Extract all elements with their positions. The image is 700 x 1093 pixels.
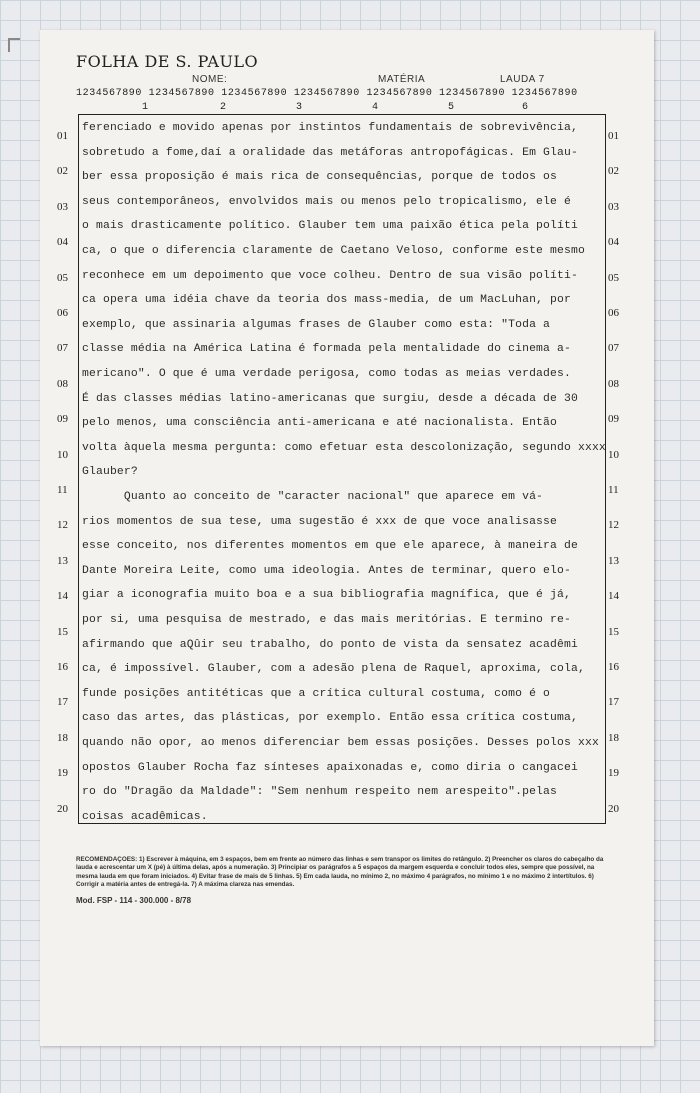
line-number-left: 03 <box>57 200 68 213</box>
line-number-right: 08 <box>608 377 619 390</box>
staple-mark <box>8 38 20 52</box>
typed-line: exemplo, que assinaria algumas frases de Glauber como esta: "Toda a <box>82 318 551 331</box>
line-number-left: 11 <box>57 484 68 496</box>
typed-line: seus contemporâneos, envolvidos mais ou menos pelo tropicalismo, ele é <box>82 195 571 208</box>
line-number-left: 19 <box>57 767 68 780</box>
line-number-left: 18 <box>57 731 68 744</box>
line-number-left: 02 <box>57 165 68 178</box>
ruler-number: 6 <box>522 102 529 113</box>
typed-line: por si, uma pesquisa de mestrado, e das mais meritórias. E termino re- <box>82 614 571 626</box>
line-number-left: 01 <box>57 130 68 142</box>
newspaper-brand: FOLHA DE S. PAULO <box>76 52 259 71</box>
typed-line: ca, é impossível. Glauber, com a adesão plena de Raquel, aproxima, cola, <box>82 663 585 676</box>
line-number-left: 08 <box>57 377 68 390</box>
typed-line: rios momentos de sua tese, uma sugestão é xxx de que voce analisasse <box>82 515 558 528</box>
typed-line: coisas acadêmicas. <box>82 810 208 823</box>
typed-line: ferenciado e movido apenas por instintos fundamentais de sobrevivência, <box>82 122 578 134</box>
typed-line: ro do "Dragão da Maldade": "Sem nenhum respeito nem arespeito".pelas <box>82 786 558 799</box>
lauda-label <box>500 74 545 85</box>
line-number-right: 17 <box>608 696 619 709</box>
line-number-left: 12 <box>57 519 68 532</box>
typed-line: caso das artes, das plásticas, por exemplo. Então essa crítica costuma, <box>82 712 578 725</box>
typed-line: funde posições antitéticas que a crítica cultural costuma, como é o <box>82 687 551 700</box>
typed-line: ber essa proposição é mais rica de consequências, porque de todos os <box>82 171 558 184</box>
line-number-right: 09 <box>608 413 619 426</box>
form-code: Mod. FSP - 114 - 300.000 - 8/78 <box>76 896 192 905</box>
line-number-left: 13 <box>57 554 68 567</box>
nome-label: NOME: <box>192 74 228 85</box>
line-number-left: 15 <box>57 625 68 638</box>
lauda-number: 7 <box>538 74 545 85</box>
typed-line: pelo menos, uma consciência anti-americana e até nacionalista. Então <box>82 417 558 430</box>
line-number-left: 10 <box>57 448 68 461</box>
line-number-left: 07 <box>57 342 68 355</box>
typed-line: Glauber? <box>82 466 138 479</box>
line-number-right: 15 <box>608 625 619 638</box>
line-number-right: 07 <box>608 342 619 355</box>
ruler-number: 5 <box>448 102 455 113</box>
line-number-right: 12 <box>608 519 619 532</box>
typed-line: afirmando que aQûir seu trabalho, do ponto de vista da sensatez acadêmi <box>82 638 578 651</box>
line-number-right: 05 <box>608 271 619 284</box>
line-number-right: 03 <box>608 200 619 213</box>
line-number-left: 04 <box>57 236 68 249</box>
recommendations-footer: RECOMENDAÇOES: 1) Escrever à máquina, em 3 espaços, bem em frente ao número das linhas e sem transpor os limites do retângulo. 2) Preencher os claros do cabeçalho da lauda e acrescentar um X (pé) à última delas, após a numeração. 3) Principiar os parágrafos a 5 espaços da margem esquerda e concluir todos eles, sempre que possível, na mesma lauda em que foram iniciados. 4) Evitar frase de mais de 5 linhas. 5) Em cada lauda, no mínimo 2, no máximo 4 parágrafos, no mínimo 1 e no máximo 2 intertítulos. 6) Corrigir a matéria antes de entregá-la. 7) A máxima clareza nas emendas. <box>76 856 604 889</box>
typed-line: opostos Glauber Rocha faz sínteses apaixonadas e, como diria o cangacei <box>82 761 578 774</box>
materia-label: MATÉRIA <box>378 74 426 85</box>
character-ruler: 1234567890 1234567890 1234567890 1234567890 1234567890 1234567890 1234567890 <box>76 88 578 99</box>
typed-line: esse conceito, nos diferentes momentos em que ele aparece, à maneira de <box>82 540 578 553</box>
typed-line: reconhece em um depoimento que voce colheu. Dentro de sua visão políti- <box>82 269 578 282</box>
line-number-right: 01 <box>608 130 619 142</box>
line-number-right: 11 <box>608 484 619 496</box>
line-number-left: 05 <box>57 271 68 284</box>
line-number-right: 20 <box>608 802 619 815</box>
line-number-left: 20 <box>57 802 68 815</box>
typed-line: Dante Moreira Leite, como uma ideologia. Antes de terminar, quero elo- <box>82 564 571 577</box>
typed-line: quando não opor, ao menos diferenciar bem essas posições. Desses polos xxx <box>82 737 599 749</box>
typed-line: ca, o que o diferencia claramente de Caetano Veloso, conforme este mesmo <box>82 245 585 257</box>
lauda-label-text: LAUDA <box>500 74 536 85</box>
ruler-number: 1 <box>142 102 149 113</box>
line-number-right: 02 <box>608 165 619 178</box>
line-number-right: 14 <box>608 590 619 603</box>
line-number-right: 13 <box>608 554 619 567</box>
ruler-number: 2 <box>220 102 227 113</box>
line-number-left: 06 <box>57 307 68 319</box>
typewriter-page <box>40 30 654 1046</box>
line-number-left: 16 <box>57 661 68 673</box>
line-number-left: 17 <box>57 696 68 709</box>
typed-line: classe média na América Latina é formada pela mentalidade do cinema a- <box>82 343 571 356</box>
typed-line: mericano". O que é uma verdade perigosa, como todas as meias verdades. <box>82 368 571 380</box>
typed-line: volta àquela mesma pergunta: como efetuar esta descolonização, segundo xxxx <box>82 441 606 454</box>
typed-line: giar a iconografia muito boa e a sua bibliografia magnífica, que é já, <box>82 589 571 602</box>
line-number-right: 04 <box>608 236 619 249</box>
line-number-right: 16 <box>608 661 619 673</box>
ruler-number: 4 <box>372 102 379 113</box>
typed-line: É das classes médias latino-americanas que surgiu, desde a década de 30 <box>82 392 578 405</box>
typed-line: ca opera uma idéia chave da teoria dos mass-media, de um MacLuhan, por <box>82 294 571 307</box>
typed-line: Quanto ao conceito de "caracter nacional" que aparece em vá- <box>82 491 544 503</box>
ruler-number: 3 <box>296 102 303 113</box>
line-number-left: 09 <box>57 413 68 426</box>
line-number-right: 10 <box>608 448 619 461</box>
typed-line: sobretudo a fome,daí a oralidade das metáforas antropofágicas. Em Glau- <box>82 146 578 159</box>
line-number-left: 14 <box>57 590 68 603</box>
typed-line: o mais drasticamente político. Glauber tem uma paixão ética pela políti <box>82 220 578 233</box>
line-number-right: 19 <box>608 767 619 780</box>
line-number-right: 06 <box>608 307 619 319</box>
line-number-right: 18 <box>608 731 619 744</box>
